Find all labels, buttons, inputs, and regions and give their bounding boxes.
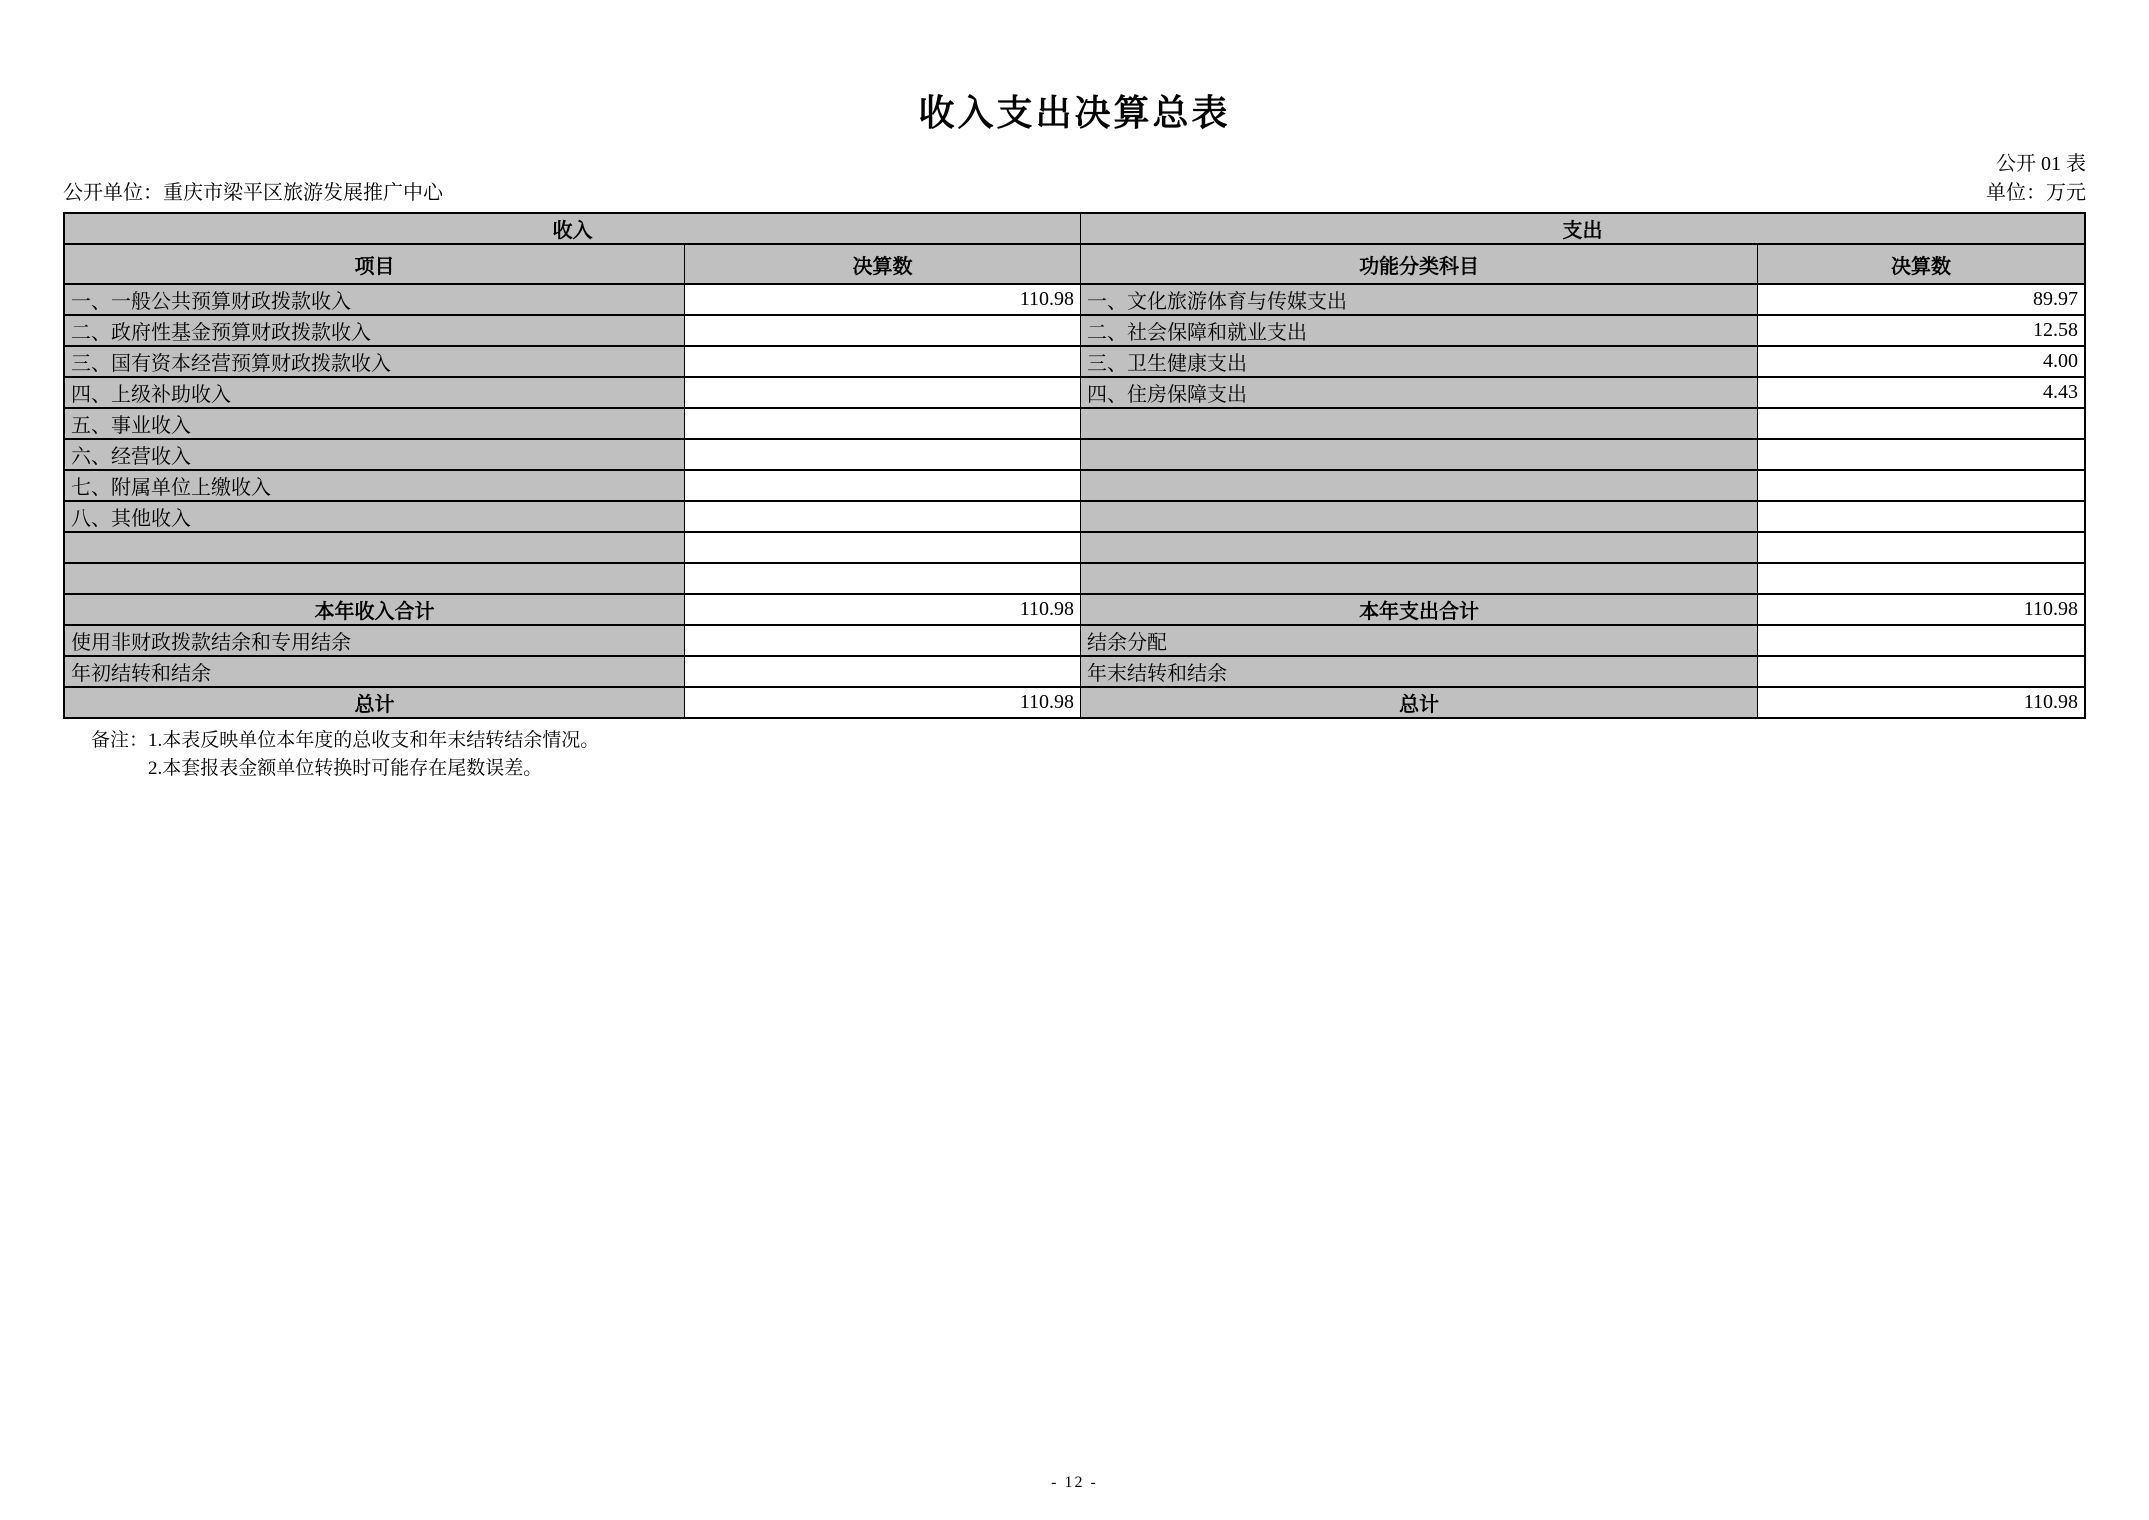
income-value-cell (684, 408, 1080, 439)
expense-item-cell: 年末结转和结余 (1081, 656, 1758, 687)
expense-item-cell: 一、文化旅游体育与传媒支出 (1081, 284, 1758, 315)
expense-value-cell: 4.00 (1758, 346, 2085, 377)
income-item-cell: 六、经营收入 (64, 439, 684, 470)
expense-value-column-header: 决算数 (1758, 244, 2085, 284)
table-body (64, 284, 2085, 718)
expense-item-cell: 二、社会保障和就业支出 (1081, 315, 1758, 346)
expense-section-header: 支出 (1081, 213, 2085, 244)
income-value-column-header: 决算数 (684, 244, 1080, 284)
table-row (64, 377, 2085, 408)
income-value-cell (684, 656, 1080, 687)
table-code: 公开 01 表 (1996, 153, 2086, 175)
expense-value-cell (1758, 656, 2085, 687)
expense-item-cell (1081, 532, 1758, 563)
column-header-row (64, 244, 2085, 284)
table-row (64, 284, 2085, 315)
table-row (64, 532, 2085, 563)
table-row (64, 625, 2085, 656)
expense-value-cell (1758, 439, 2085, 470)
income-item-cell: 总计 (64, 687, 684, 718)
income-value-cell (684, 315, 1080, 346)
expense-item-cell: 四、住房保障支出 (1081, 377, 1758, 408)
income-item-cell (64, 532, 684, 563)
income-value-cell (684, 532, 1080, 563)
income-value-cell (684, 346, 1080, 377)
income-item-cell: 二、政府性基金预算财政拨款收入 (64, 315, 684, 346)
expense-item-cell: 三、卫生健康支出 (1081, 346, 1758, 377)
expense-value-cell: 89.97 (1758, 284, 2085, 315)
income-value-cell (684, 470, 1080, 501)
publisher-label: 公开单位：重庆市梁平区旅游发展推广中心 (63, 182, 443, 204)
income-item-column-header: 项目 (64, 244, 684, 284)
income-value-cell (684, 563, 1080, 594)
budget-summary-table (63, 212, 2086, 719)
expense-value-cell: 110.98 (1758, 594, 2085, 625)
income-value-cell (684, 439, 1080, 470)
section-header-row (64, 213, 2085, 244)
expense-value-cell: 12.58 (1758, 315, 2085, 346)
income-item-cell: 本年收入合计 (64, 594, 684, 625)
table-row (64, 439, 2085, 470)
table-header (64, 213, 2085, 284)
income-item-cell: 使用非财政拨款结余和专用结余 (64, 625, 684, 656)
income-item-cell: 年初结转和结余 (64, 656, 684, 687)
income-item-cell: 五、事业收入 (64, 408, 684, 439)
footnote-line-1: 备注：1.本表反映单位本年度的总收支和年末结转结余情况。 (91, 730, 600, 751)
expense-value-cell (1758, 625, 2085, 656)
meta-line (63, 180, 2086, 206)
income-item-cell: 三、国有资本经营预算财政拨款收入 (64, 346, 684, 377)
income-value-cell (684, 377, 1080, 408)
expense-item-cell: 总计 (1081, 687, 1758, 718)
total-row (64, 594, 2085, 625)
expense-value-cell (1758, 470, 2085, 501)
expense-item-cell: 本年支出合计 (1081, 594, 1758, 625)
expense-item-cell (1081, 439, 1758, 470)
expense-item-cell (1081, 470, 1758, 501)
expense-item-cell: 结余分配 (1081, 625, 1758, 656)
expense-value-cell: 4.43 (1758, 377, 2085, 408)
expense-value-cell (1758, 563, 2085, 594)
expense-item-cell (1081, 563, 1758, 594)
income-item-cell: 八、其他收入 (64, 501, 684, 532)
income-item-cell: 四、上级补助收入 (64, 377, 684, 408)
total-row (64, 687, 2085, 718)
document-content (0, 85, 2149, 781)
income-value-cell (684, 625, 1080, 656)
expense-item-cell (1081, 408, 1758, 439)
table-row (64, 470, 2085, 501)
expense-value-cell: 110.98 (1758, 687, 2085, 718)
expense-value-cell (1758, 532, 2085, 563)
table-row (64, 346, 2085, 377)
table-row (64, 501, 2085, 532)
income-value-cell: 110.98 (684, 284, 1080, 315)
table-row (64, 656, 2085, 687)
table-row (64, 563, 2085, 594)
expense-value-cell (1758, 501, 2085, 532)
income-value-cell (684, 501, 1080, 532)
income-value-cell: 110.98 (684, 594, 1080, 625)
income-item-cell: 一、一般公共预算财政拨款收入 (64, 284, 684, 315)
table-row (64, 315, 2085, 346)
expense-value-cell (1758, 408, 2085, 439)
table-row (64, 408, 2085, 439)
unit-label: 单位：万元 (1986, 182, 2086, 204)
income-item-cell: 七、附属单位上缴收入 (64, 470, 684, 501)
expense-item-cell (1081, 501, 1758, 532)
income-item-cell (64, 563, 684, 594)
page-number: - 12 - (1051, 1474, 1098, 1491)
page-title: 收入支出决算总表 (918, 93, 1231, 133)
footnotes (63, 729, 2086, 781)
footnote-line-2: 2.本套报表金额单位转换时可能存在尾数误差。 (148, 758, 543, 779)
income-section-header: 收入 (64, 213, 1081, 244)
income-value-cell: 110.98 (684, 687, 1080, 718)
expense-item-column-header: 功能分类科目 (1081, 244, 1758, 284)
